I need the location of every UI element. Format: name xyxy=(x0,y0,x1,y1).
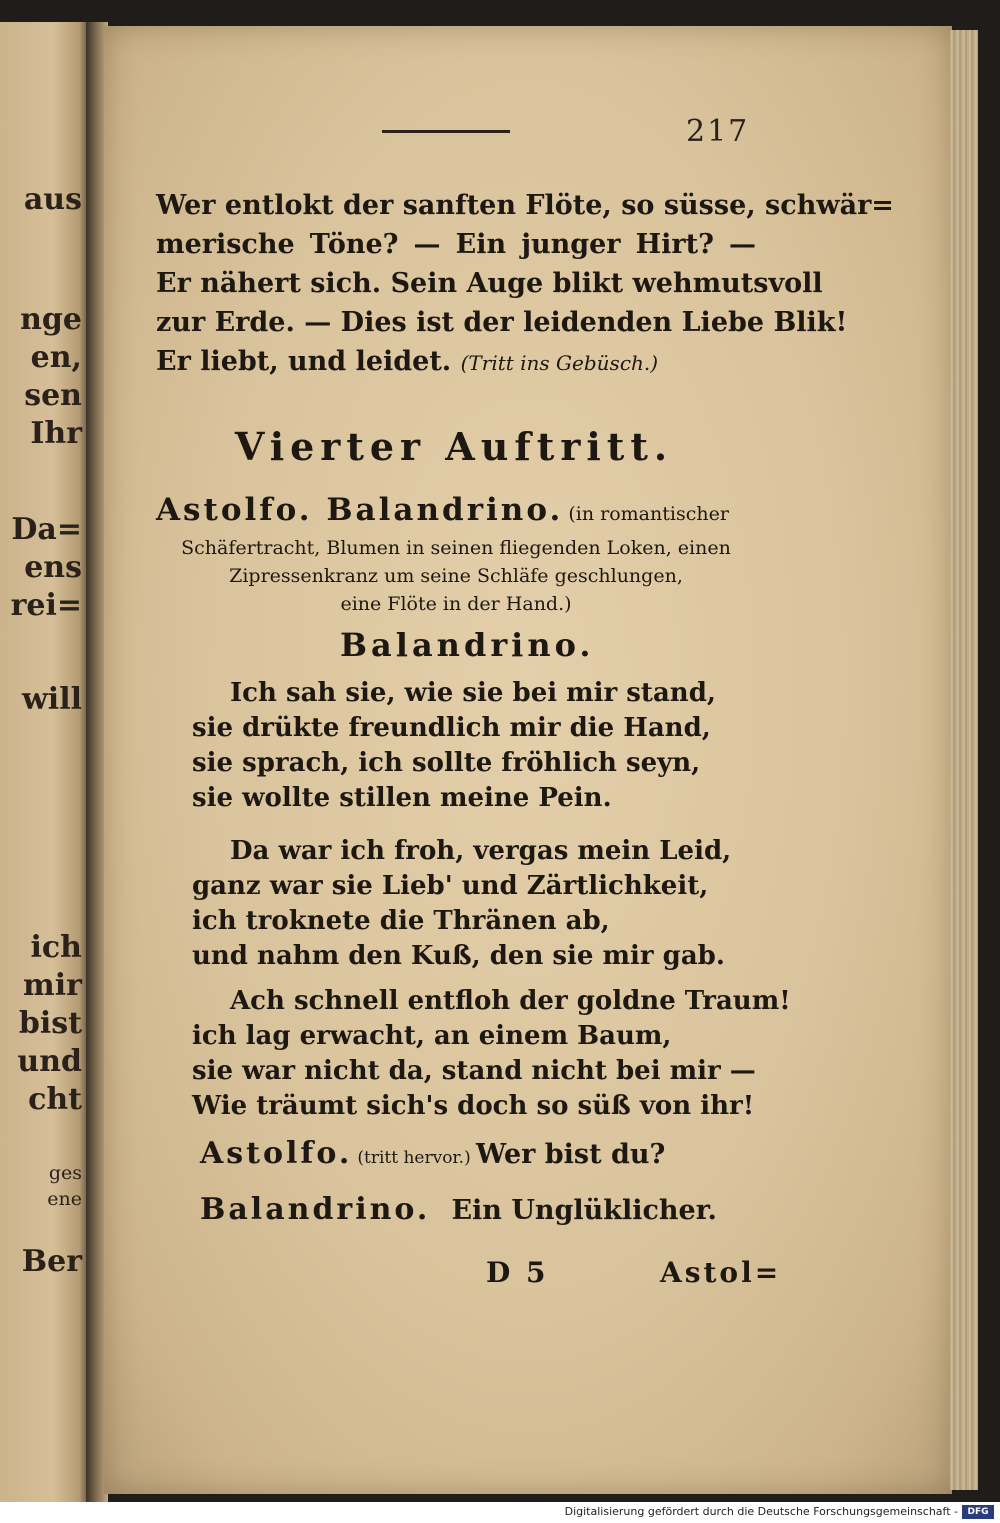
left-fragment: ene xyxy=(47,1188,82,1210)
verse-line: ganz war sie Lieb' und Zärtlichkeit, xyxy=(192,871,709,901)
dialog-speaker: Astolfo. xyxy=(200,1136,353,1171)
page-edges xyxy=(950,30,978,1490)
left-fragment: Ber xyxy=(21,1244,82,1279)
dialog-stage-direction: (tritt hervor.) xyxy=(357,1148,471,1168)
verse-line: Ich sah sie, wie sie bei mir stand, xyxy=(230,678,716,708)
footer-credit: Digitalisierung gefördert durch die Deutsche Forschungsgemeinschaft - xyxy=(564,1505,958,1518)
verse-line: Da war ich froh, vergas mein Leid, xyxy=(230,836,732,866)
dfg-logo: DFG xyxy=(962,1505,994,1519)
song-stanza xyxy=(192,984,791,1124)
left-fragment: Ihr xyxy=(30,416,82,451)
prose-line-last xyxy=(156,342,756,383)
left-fragment: ges xyxy=(48,1162,82,1184)
cast-stage-direction: (in romantischer xyxy=(568,503,729,525)
left-fragment: Da= xyxy=(11,512,82,547)
cast-stage-line: Zipressenkranz um seine Schläfe geschlungen, xyxy=(229,565,683,587)
left-fragment: en, xyxy=(30,340,82,375)
left-fragment: cht xyxy=(28,1082,82,1117)
prose-line: Er nähert sich. Sein Auge blikt wehmutsvoll xyxy=(156,268,823,299)
prose-paragraph xyxy=(156,186,894,383)
verse-line: Ach schnell entfloh der goldne Traum! xyxy=(230,986,791,1016)
prose-line: merische Töne? — Ein junger Hirt? — xyxy=(156,229,756,260)
left-fragment: bist xyxy=(18,1006,82,1041)
dialog-speaker: Balandrino. xyxy=(200,1192,431,1227)
verse-line: sie drükte freundlich mir die Hand, xyxy=(192,713,711,743)
left-facing-page xyxy=(0,22,88,1502)
song-stanza xyxy=(192,834,732,974)
verse-line: sie war nicht da, stand nicht bei mir — xyxy=(192,1056,756,1086)
cast-names: Astolfo. Balandrino. xyxy=(156,492,564,528)
header-rule xyxy=(382,130,510,133)
verse-line: und nahm den Kuß, den sie mir gab. xyxy=(192,941,725,971)
cast-list xyxy=(156,492,756,618)
left-fragment: sen xyxy=(24,378,82,413)
dialog-text: Wer bist du? xyxy=(475,1139,666,1170)
dialog-line xyxy=(200,1136,665,1171)
cast-stage-line: eine Flöte in der Hand.) xyxy=(340,593,572,615)
song-stanza xyxy=(192,676,716,816)
left-fragment: will xyxy=(21,682,82,717)
scene-heading: Vierter Auftritt. xyxy=(234,424,674,469)
prose-line: zur Erde. — Dies ist der leidenden Liebe Blik! xyxy=(156,307,848,338)
right-page xyxy=(104,26,952,1494)
footer-bar xyxy=(0,1502,1000,1523)
verse-line: Wie träumt sich's doch so süß von ihr! xyxy=(192,1091,755,1121)
left-fragment: nge xyxy=(20,302,82,337)
left-fragment: rei= xyxy=(10,588,82,623)
speaker-name: Balandrino. xyxy=(340,626,595,664)
cast-stage-line: Schäfertracht, Blumen in seinen fliegenden Loken, einen xyxy=(181,537,731,559)
verse-line: ich lag erwacht, an einem Baum, xyxy=(192,1021,672,1051)
prose-line: Wer entlokt der sanften Flöte, so süsse, schwär= xyxy=(156,190,894,221)
page-number: 217 xyxy=(686,114,750,149)
verse-line: sie wollte stillen meine Pein. xyxy=(192,783,612,813)
left-fragment: aus xyxy=(23,182,82,217)
dialog-line xyxy=(200,1192,717,1227)
dialog-text: Ein Unglüklicher. xyxy=(451,1195,717,1226)
catchword: Astol= xyxy=(660,1256,782,1289)
stage-direction: (Tritt ins Gebüsch.) xyxy=(460,351,659,375)
left-fragment: ich xyxy=(30,930,82,965)
left-fragment: und xyxy=(17,1044,82,1079)
verse-line: ich troknete die Thränen ab, xyxy=(192,906,610,936)
left-fragment: mir xyxy=(23,968,82,1003)
prose-last-text: Er liebt, und leidet. xyxy=(156,346,452,377)
verse-line: sie sprach, ich sollte fröhlich seyn, xyxy=(192,748,701,778)
left-fragment: ens xyxy=(24,550,82,585)
signature-mark: D 5 xyxy=(486,1256,549,1289)
